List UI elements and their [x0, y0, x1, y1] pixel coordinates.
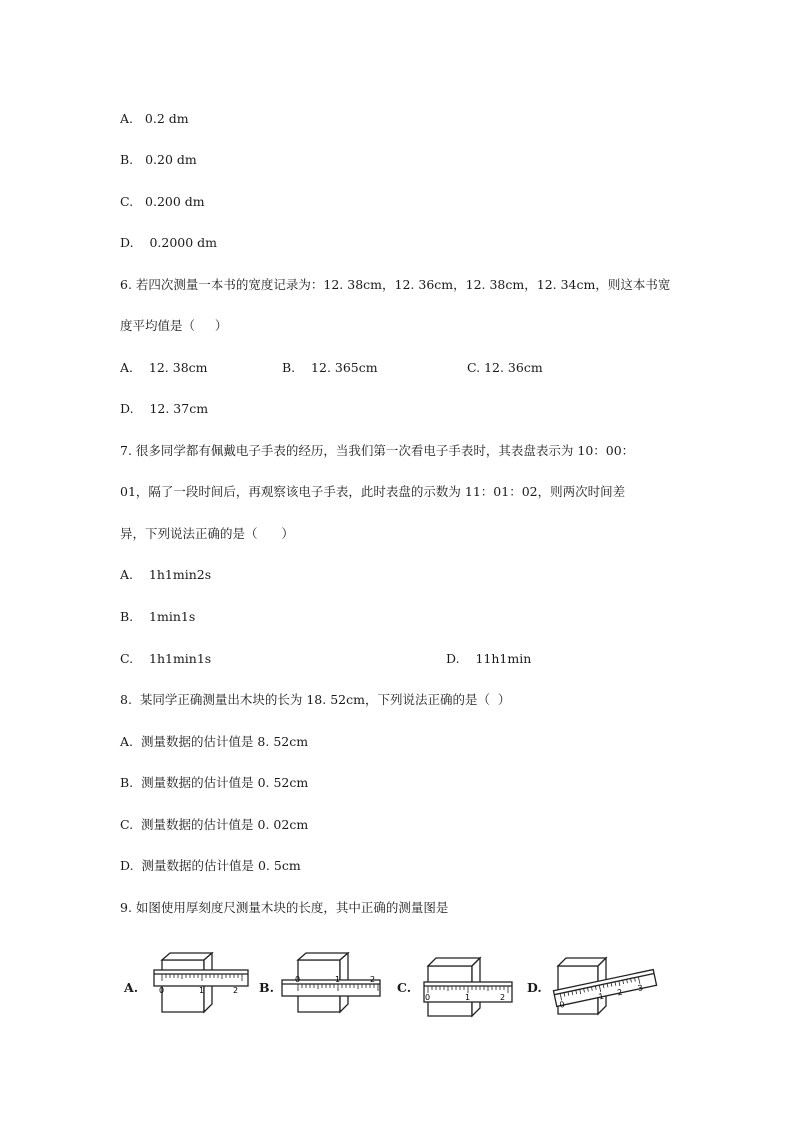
q6-option-c: C. 12. 36cm: [467, 360, 543, 375]
q6-option-a: A. 12. 38cm: [120, 360, 208, 375]
q7-option-a: A. 1h1min2s: [120, 567, 212, 582]
q9-figure-d-tick-3: 3: [636, 983, 644, 994]
q9-figure-c-tick-2: 2: [500, 993, 506, 1002]
q9-figure-c: [420, 952, 524, 1018]
q9-figure-d: [550, 950, 660, 1018]
q8-option-a: A. 测量数据的估计值是 8. 52cm: [120, 734, 309, 749]
q9-figure-a-tick-2: 2: [233, 986, 239, 995]
q8-option-c: C. 测量数据的估计值是 0. 02cm: [120, 817, 309, 832]
q9-figure-b-tick-1: 1: [335, 975, 341, 984]
q9-figure-b-label: B.: [259, 980, 274, 995]
q7-stem-line1: 7. 很多同学都有佩戴电子手表的经历，当我们第一次看电子手表时，其表盘表示为 10：00：: [120, 443, 635, 458]
q9-figure-d-tick-2: 2: [616, 987, 624, 998]
q9-figure-b-tick-0: 0: [295, 975, 301, 984]
q5-option-c: C. 0.200 dm: [120, 194, 205, 209]
q6-stem-line1: 6. 若四次测量一本书的宽度记录为：12. 38cm，12. 36cm，12. 38cm，12. 34cm，则这本书宽: [120, 277, 671, 292]
q9-figure-b: [280, 952, 384, 1018]
q9-figure-d-tick-1: 1: [597, 991, 605, 1002]
q9-figure-c-tick-0: 0: [425, 993, 431, 1002]
q8-stem: 8. 某同学正确测量出木块的长为 18. 52cm，下列说法正确的是（ ）: [120, 692, 511, 707]
q6-option-b: B. 12. 365cm: [282, 360, 378, 375]
q9-figure-c-tick-1: 1: [465, 993, 471, 1002]
q8-option-d: D. 测量数据的估计值是 0. 5cm: [120, 858, 301, 873]
q7-stem-line3: 异，下列说法正确的是（ ）: [120, 526, 294, 541]
q5-option-d: D. 0.2000 dm: [120, 235, 218, 250]
q7-stem-line2: 01，隔了一段时间后，再观察该电子手表，此时表盘的示数为 11：01：02，则两次时间差: [120, 484, 626, 499]
q9-figure-a-tick-1: 1: [199, 986, 205, 995]
q9-figure-b-tick-2: 2: [370, 975, 376, 984]
q9-figure-a: [148, 952, 252, 1018]
q6-stem-line2: 度平均值是（ ）: [120, 318, 228, 333]
q9-figure-a-tick-0: 0: [159, 986, 165, 995]
q9-figure-d-label: D.: [527, 980, 542, 995]
q7-option-c: C. 1h1min1s: [120, 651, 212, 666]
q5-option-a: A. 0.2 dm: [120, 111, 189, 126]
q9-figure-c-label: C.: [397, 980, 412, 995]
q5-option-b: B. 0.20 dm: [120, 152, 197, 167]
q9-figure-d-tick-0: 0: [558, 999, 566, 1010]
q9-stem: 9. 如图使用厚刻度尺测量木块的长度，其中正确的测量图是: [120, 900, 449, 915]
q9-figure-a-label: A.: [124, 980, 139, 995]
q7-option-d: D. 11h1min: [446, 651, 532, 666]
q6-option-d: D. 12. 37cm: [120, 401, 209, 416]
q7-option-b: B. 1min1s: [120, 609, 196, 624]
q8-option-b: B. 测量数据的估计值是 0. 52cm: [120, 775, 309, 790]
